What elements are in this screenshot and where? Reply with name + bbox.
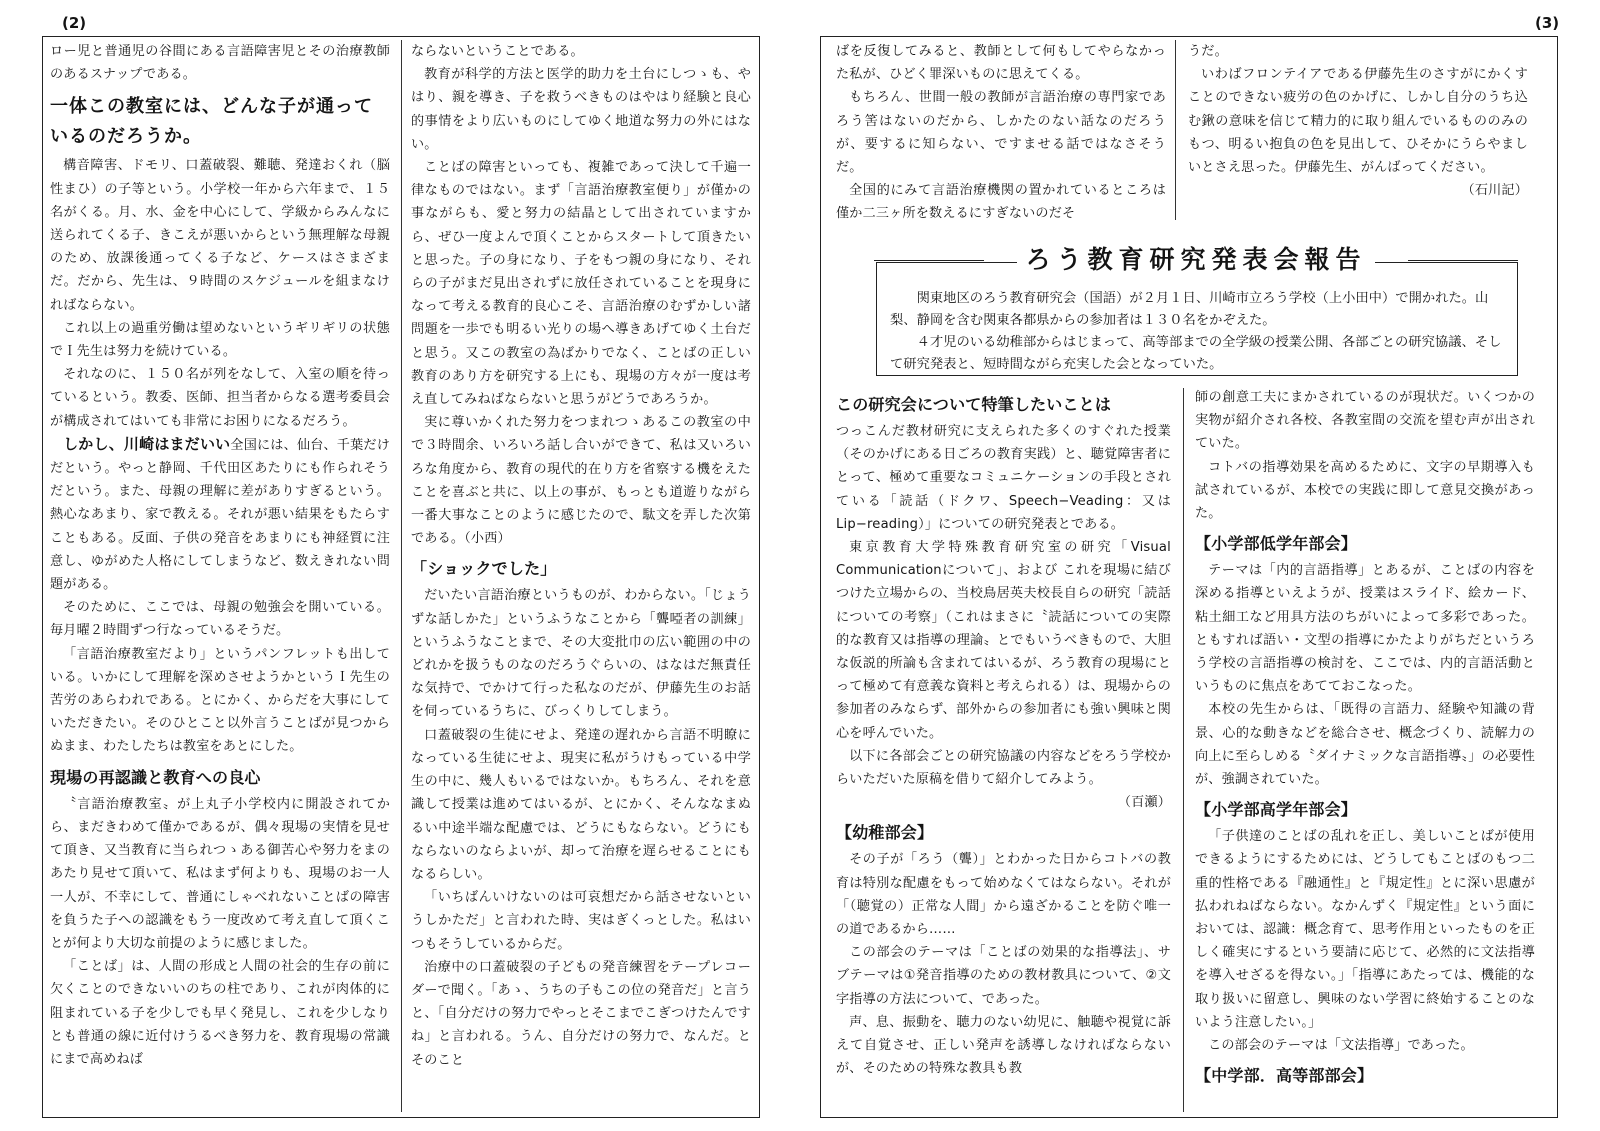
paragraph: テーマは「内的言語指導」とあるが、ことばの内容を深める指導といえようが、授業はスライド、絵カード、粘土細工など用具方法のちがいによって多彩であった。ともすれば語い・文型の指導にかたよりがちだというろう学校の言語指導の検討を、ここでは、内的言語活動というものに焦点をあてておこなった。	[1195, 563, 1535, 695]
paragraph: この部会のテーマは「文法指導」であった。	[1208, 1038, 1474, 1054]
right-bottom-column-divider	[1183, 388, 1184, 1112]
paragraph: それなのに、１５０名が列をなして、入室の順を待っているという。教委、医師、担当者からなる選考委員会が構成されてはいても非常にお困りになるだろう。	[50, 367, 390, 429]
section-heading: 【小学部高学年部会】	[1195, 800, 1358, 820]
paragraph: そのために、ここでは、母親の勉強会を開いている。毎月曜２時間ずつ行なっているそうだ。	[50, 600, 390, 639]
paragraph: ロー児と普通児の谷間にある言語障害児とその治療教師のあるスナップである。	[50, 44, 390, 83]
right-bottom-column-1	[836, 386, 1171, 1112]
paragraph: つっこんだ教材研究に支えられた多くのすぐれた授業（そのかげにある日ごろの教育実践）と、聴覚障害者にとって、極めて重要なコミュニケーションの手段とされている「読話（ドクワ、Speech−Veading：又はLip−reading）」についての研究発表とである。	[836, 424, 1171, 532]
section-heading: 【小学部低学年部会】	[1195, 534, 1358, 554]
paragraph: ばを反復してみると、教師として何もしてやらなかった私が、ひどく罪深いものに思えてくる。	[836, 44, 1166, 83]
report-line: ４才児のいる幼稚部からはじまって、高等部までの全学級の授業公開、各部ごとの研究協議、そして研究発表と、短時間ながら充実した会となっていた。	[890, 335, 1502, 372]
left-column-1	[50, 40, 390, 1112]
paragraph: 全国的にみて言語治療機関の置かれているところは僅か二三ヶ所を数えるにすぎないのだそ	[836, 183, 1166, 220]
report-line: 関東地区のろう教育研究会（国語）が２月１日、川崎市立ろう学校（上小田中）で開かれた。山梨、静岡を含む関東各都県からの参加者は１３０名をかぞえた。	[890, 291, 1489, 328]
right-bottom-column-2	[1195, 386, 1535, 1112]
paragraph: この部会のテーマは「ことばの効果的な指導法」、サブテーマは①発音指導のための教材教具について、②文字指導の方法について、であった。	[836, 945, 1171, 1007]
section-heading: 「ショックでした」	[411, 559, 557, 579]
section-heading: 現場の再認識と教育への良心	[50, 767, 261, 787]
paragraph: うだ。	[1188, 44, 1228, 59]
author-signature: （百瀬）	[1117, 795, 1171, 811]
paragraph: 「いちばんいけないのは可哀想だから話させないというしかただ」と言われた時、実はぎくっとした。私はいつもそうしているからだ。	[411, 890, 751, 952]
paragraph: 実に尊いかくれた努力をつまれつゝあるこの教室の中で３時間余、いろいろ話し合いができて、私は又いろいろな角度から、教育の現代的在り方を省察する機をえたことを喜ぶと共に、以上の事が、もっとも道遊りながら一番大事なことのように感じたので、駄文を弄した次第である。（小西）	[411, 415, 751, 547]
paragraph: 師の創意工夫にまかされているのが現状だ。いくつかの実物が紹介され各校、各教室間の交流を望む声が出されていた。	[1195, 390, 1535, 452]
paragraph: コトバの指導効果を高めるために、文字の早期導入も試されているが、本校での実践に即して意見交換があった。	[1195, 459, 1535, 522]
page-number-left: (2)	[62, 14, 87, 32]
paragraph: その子が「ろう（聾）」とわかった日からコトバの教育は特別な配慮をもって始めなくてはならない。それが「（聴覚の）正常な人間」から遠ざかることを防ぐ唯一の道であるから……	[836, 852, 1171, 938]
paragraph: もちろん、世間一般の教師が言語治療の専門家であろう筈はないのだから、しかたのない話なのだろうが、要するに知らない、ですませる話ではなさそうだ。	[836, 90, 1166, 176]
paragraph: ならないということである。	[411, 44, 584, 59]
paragraph: 教育が科学的方法と医学的助力を土台にしつゝも、やはり、親を導き、子を救うべきものはやはり経験と良心的事情をより広いものにしてゆく地道な努力の外にはない。	[411, 67, 751, 152]
paragraph: だいたい言語治療というものが、わからない。「じょうずな話しかた」というふうなことから「聾啞者の訓練」というふうなことまで、その大変批巾の広い範囲の中のどれかを扱うものなのだろうぐらいの、はなはだ無責任な気持で、でかけて行った私なのだが、伊藤先生のお話を伺っているうちに、びっくりしてしまう。	[411, 588, 751, 720]
report-title	[876, 245, 1516, 275]
author-signature: （石川記）	[1461, 183, 1528, 199]
paragraph: 東京教育大学特殊教育研究室の研究「Visual Communicationについて」、および これを現場に結びつけた立場からの、当校鳥居英夫校長自らの研究「読話についての考察」（これはまさに〝読話についての実際的な教育又は指導の理論〟とでもいうべきもので、大胆な仮説的所論も含まれてはいるが、ろう教育の現場にとって極めて有意義な資料と考えられる）は、現場からの参加者のみならず、部外からの参加者にも強い興味と関心を呼んでいた。	[836, 540, 1171, 741]
left-column-divider	[401, 40, 402, 1112]
paragraph: 口蓋破裂の生徒にせよ、発達の遅れから言語不明瞭になっている生徒にせよ、現実に私がうけもっている中学生の中に、幾人もいるではないか。もちろん、それを意識して授業は進めてはいるが、とにかく、そんななまぬるい中途半端な配慮では、どうにもならない。どうにもならないのならよいが、却って治療を遅らせることにもなるらしい。	[411, 727, 751, 882]
paragraph: 「言語治療教室だより」というパンフレットも出している。いかにして理解を深めさせようかというＩ先生の苦労のあらわれである。とにかく、からだを大事にしていただきたい。そのひとこと以外言うことばが見つからぬまま、わたしたちは教室をあとにした。	[50, 646, 390, 755]
left-column-2	[411, 40, 751, 1112]
page-number-right: (3)	[1535, 14, 1560, 32]
paragraph: いわばフロンテイアである伊藤先生のさすがにかくすことのできない疲労の色のかげに、しかし自分のうち込む鍬の意味を信じて精力的に取り組んでいるもののみのもつ、明るい抱負の色を見出して、ひそかにうらやましいとさえ思った。伊藤先生、がんばってください。	[1188, 67, 1528, 176]
section-heading: 一体この教室には、どんな子が通っているのだろうか。	[50, 96, 373, 148]
report-title-text: ろう教育研究発表会報告	[1017, 245, 1374, 274]
section-heading: 【幼稚部会】	[836, 823, 934, 843]
section-heading: 【中学部．高等部部会】	[1195, 1066, 1374, 1086]
right-top-column-1	[836, 40, 1166, 220]
paragraph: 声、息、振動を、聴力のない幼児に、触聴や視覚に訴えて自覚させ、正しい発声を誘導しなければならないが、そのための特殊な教具も教	[836, 1014, 1171, 1077]
paragraph: これ以上の過重労働は望めないというギリギリの状態でＩ先生は努力を続けている。	[50, 320, 390, 360]
paragraph-text: 全国には、仙台、千葉だけだという。やっと静岡、千代田区あたりにも作られそうだという。また、母親の理解に差がありすぎるという。熱心なあまり、家で教える。それが悪い結果をもたらすこともある。反面、子供の発音をあまりにも神経質に注意し、ゆがめた人格にしてしまうなど、数えきれない問題がある。	[50, 437, 390, 593]
right-top-column-divider	[1175, 40, 1176, 220]
paragraph: 治療中の口蓋破裂の子どもの発音練習をテープレコーダーで聞く。「あゝ、うちの子もこの位の発音だ」と言うと、「自分だけの努力でやっとそこまでこぎつけたんですね」と言われる。うん、自分だけの努力で、なんだ。とそのこと	[411, 959, 751, 1068]
right-top-column-2	[1188, 40, 1528, 240]
paragraph	[50, 433, 390, 596]
section-heading: この研究会について特筆したいことは	[836, 395, 1112, 414]
paragraph: ことばの障害といっても、複雑であって決して千遍一律なものではない。まず「言語治療教室便り」が僅かの事ながらも、愛と努力の結晶として出されていますから、ぜひ一度よんで頂くことからスタートして頂きたいと思った。子の身になり、子をもつ親の身になり、それらの子がまだ見出されずに放任されていることを現身になって考える教育的良心こそ、言語治療のむずかしい諸問題を一歩でも明るい光りの場へ導きあげてゆく土台だと思う。又この教室の為ばかりでなく、ことばの正しい教育のあり方を研究する上にも、現場の方々が一度は考え直してみねばならないと思うがどうであろうか。	[411, 160, 751, 408]
paragraph: 以下に各部会ごとの研究協議の内容などをろう学校からいただいた原稿を借りて紹介してみよう。	[836, 748, 1171, 788]
paragraph: 〝言語治療教室〟が上丸子小学校内に開設されてから、まだきわめて僅かであるが、偶々現場の実情を見せて頂き、又当教育に当られつゝある御苦心や努力をまのあたり見せて頂いて、私はまず何よりも、現場のお一人一人が、不幸にして、普通にしゃべれないことばの障害を負うた子への認識をもう一度改めて考え直して頂くことが何より大切な前提のように感じました。	[50, 796, 390, 951]
paragraph: 本校の先生からは、「既得の言語力、経験や知識の背景、心的な動きなどを総合させ、概念づくり、読解力の向上に至らしめる〝ダイナミックな言語指導〟」の必要性が、強調されていた。	[1195, 702, 1535, 788]
lead-heading: しかし、川崎はまだいい	[63, 434, 231, 453]
report-body	[890, 288, 1505, 376]
paragraph: 「ことば」は、人間の形成と人間の社会的生存の前に欠くことのできないいのちの柱であり、これが肉体的に阻まれている子を少しでも早く発見し、これを少しなりとも普通の線に近付けうるべき努力を、教育現場の常識にまで高めねば	[50, 959, 390, 1067]
paragraph: 構音障害、ドモリ、口蓋破裂、難聴、発達おくれ（脳性まひ）の子等という。小学校一年から六年まで、１５名がくる。月、水、金を中心にして、学級からみんなに送られてくる子、きこえが悪いからという無理解な母親のため、放課後通ってくる子など、ケースはさまざまだ。だから、先生は、９時間のスケジュールを組まなければならない。	[50, 158, 390, 313]
paragraph: 「子供達のことばの乱れを正し、美しいことばが使用できるようにするためには、どうしてもことばのもつ二重的性格である『融通性』と『規定性』とに深い思慮が払われねばならない。なかんずく『規定性』という面においては、認識：概念育て、思考作用といったものを正しく確実にするという要請に応じて、必然的に文法指導を導入せざるを得ない。」「指導にあたっては、機能的な取り扱いに留意し、興味のない学習に終始することのないよう注意したい。」	[1195, 829, 1535, 1030]
